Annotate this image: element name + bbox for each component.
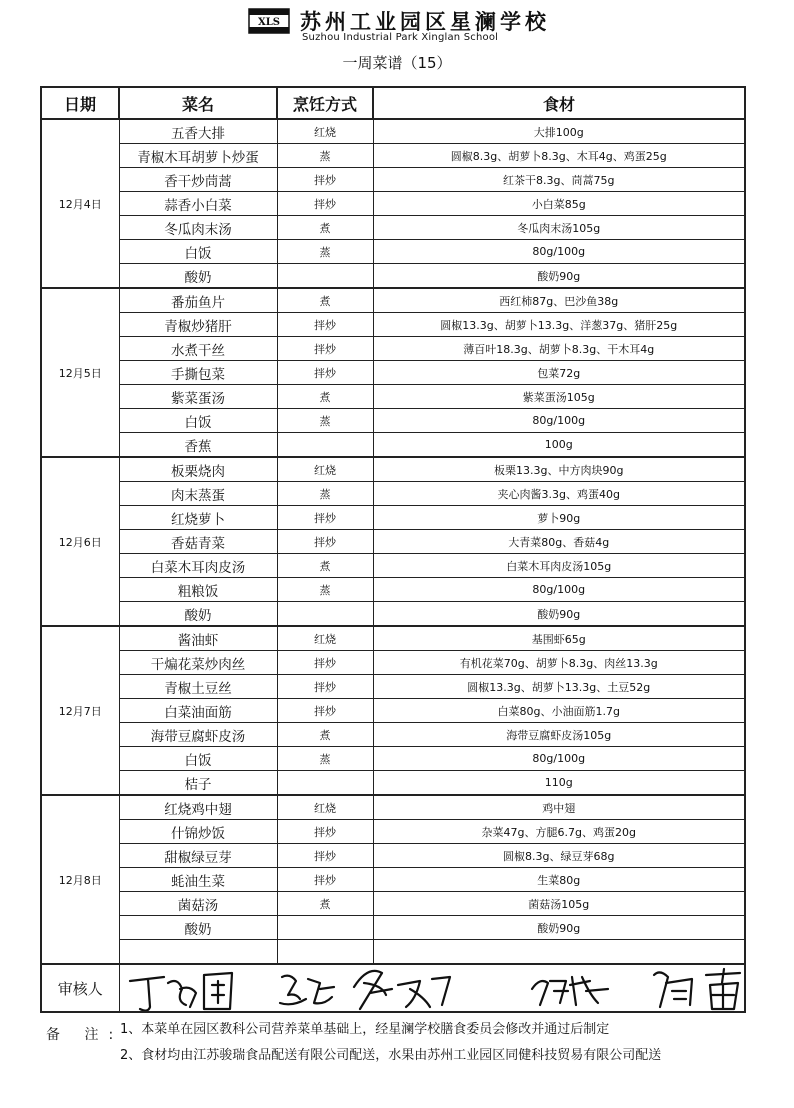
ingredients-cell: 薄百叶18.3g、胡萝卜8.3g、干木耳4g [373,337,745,361]
dish-cell: 酸奶 [119,264,277,289]
reviewer-label: 审核人 [41,964,119,1012]
dish-cell: 水煮干丝 [119,337,277,361]
table-row [41,578,745,602]
ingredients-cell: 菌菇汤105g [373,892,745,916]
method-cell [277,771,373,796]
table-row [41,288,745,313]
signature-3-stroke [354,971,392,1009]
ingredients-cell: 海带豆腐虾皮汤105g [373,723,745,747]
table-row [41,699,745,723]
ingredients-cell: 紫菜蛋汤105g [373,385,745,409]
header-ingredients: 食材 [373,87,745,119]
method-cell: 拌炒 [277,168,373,192]
method-cell: 蒸 [277,144,373,168]
method-cell: 拌炒 [277,337,373,361]
dish-cell: 肉末蒸蛋 [119,482,277,506]
dish-cell: 蚝油生菜 [119,868,277,892]
signature-2-stroke [308,979,334,1003]
table-row [41,771,745,796]
table-row [41,868,745,892]
dish-cell: 菌菇汤 [119,892,277,916]
method-cell: 煮 [277,554,373,578]
school-logo [248,6,550,43]
dish-cell: 青椒木耳胡萝卜炒蛋 [119,144,277,168]
ingredients-cell: 圆椒8.3g、绿豆芽68g [373,844,745,868]
school-name-en: Suzhou Industrial Park Xinglan School [302,32,499,43]
ingredients-cell: 白菜80g、小油面筋1.7g [373,699,745,723]
method-cell: 煮 [277,385,373,409]
method-cell: 蒸 [277,578,373,602]
menu-body [41,119,745,964]
dish-cell: 白饭 [119,409,277,433]
table-row [41,119,745,144]
table-row [41,385,745,409]
dish-cell: 手撕包菜 [119,361,277,385]
signature-1-stroke [204,973,232,1009]
method-cell: 拌炒 [277,675,373,699]
signature-2-stroke [280,976,306,1005]
table-row [41,144,745,168]
school-name-cn: 苏州工业园区星澜学校 [300,9,550,34]
method-cell [277,602,373,627]
handwritten-signatures [120,964,746,1012]
table-row [41,409,745,433]
dish-cell: 香干炒茼蒿 [119,168,277,192]
ingredients-cell: 圆椒13.3g、胡萝卜13.3g、洋葱37g、猪肝25g [373,313,745,337]
header-date: 日期 [41,87,119,119]
dish-cell: 青椒炒猪肝 [119,313,277,337]
table-row [41,337,745,361]
dish-cell: 白饭 [119,747,277,771]
method-cell: 煮 [277,288,373,313]
table-row [41,240,745,264]
method-cell [277,916,373,940]
table-row [41,457,745,482]
ingredients-cell: 酸奶90g [373,264,745,289]
header-dish: 菜名 [119,87,277,119]
ingredients-cell: 西红柿87g、巴沙鱼38g [373,288,745,313]
method-cell: 红烧 [277,457,373,482]
dish-cell: 板栗烧肉 [119,457,277,482]
date-cell: 12月7日 [41,626,119,795]
signature-3-stroke [398,977,450,1007]
ingredients-cell: 冬瓜肉末汤105g [373,216,745,240]
ingredients-cell: 小白菜85g [373,192,745,216]
method-cell: 蒸 [277,482,373,506]
ingredients-cell: 萝卜90g [373,506,745,530]
dish-cell: 酸奶 [119,916,277,940]
ingredients-cell: 110g [373,771,745,796]
dish-cell: 青椒土豆丝 [119,675,277,699]
table-header-row [41,87,745,119]
table-row [41,675,745,699]
dish-cell: 粗粮饭 [119,578,277,602]
method-cell: 煮 [277,216,373,240]
dish-cell: 冬瓜肉末汤 [119,216,277,240]
table-row [41,651,745,675]
ingredients-cell: 100g [373,433,745,458]
method-cell: 红烧 [277,119,373,144]
dish-cell: 酱油虾 [119,626,277,651]
table-row [41,361,745,385]
ingredients-cell: 板栗13.3g、中方肉块90g [373,457,745,482]
ingredients-cell: 大排100g [373,119,745,144]
method-cell: 拌炒 [277,506,373,530]
ingredients-cell: 生菜80g [373,868,745,892]
method-cell [277,940,373,965]
method-cell: 蒸 [277,240,373,264]
ingredients-cell: 圆椒8.3g、胡萝卜8.3g、木耳4g、鸡蛋25g [373,144,745,168]
method-cell: 拌炒 [277,530,373,554]
dish-cell [119,940,277,965]
ingredients-cell: 白菜木耳肉皮汤105g [373,554,745,578]
ingredients-cell: 80g/100g [373,578,745,602]
dish-cell: 干煸花菜炒肉丝 [119,651,277,675]
table-row [41,506,745,530]
table-row [41,264,745,289]
table-row [41,482,745,506]
ingredients-cell: 80g/100g [373,409,745,433]
method-cell: 拌炒 [277,361,373,385]
school-emblem-icon [248,8,290,34]
logo-letters: XLS [257,17,281,28]
note-line-1: 1、本菜单在园区教科公司营养菜单基础上，经星澜学校膳食委员会修改并通过后制定 [120,1022,610,1037]
table-row [41,192,745,216]
ingredients-cell: 基围虾65g [373,626,745,651]
method-cell: 拌炒 [277,192,373,216]
method-cell: 拌炒 [277,699,373,723]
dish-cell: 白菜油面筋 [119,699,277,723]
reviewer-signatures [119,964,745,1012]
signature-5-stroke [654,972,692,1007]
menu-title: 一周菜谱（15） [342,54,452,72]
signature-4-stroke [570,977,608,1005]
dish-cell: 甜椒绿豆芽 [119,844,277,868]
ingredients-cell [373,940,745,965]
dish-cell: 桔子 [119,771,277,796]
table-row [41,940,745,965]
method-cell: 蒸 [277,409,373,433]
method-cell [277,433,373,458]
dish-cell: 紫菜蛋汤 [119,385,277,409]
method-cell [277,264,373,289]
signature-1-stroke [168,981,196,1007]
ingredients-cell: 杂菜47g、方腿6.7g、鸡蛋20g [373,820,745,844]
ingredients-cell: 大青菜80g、香菇4g [373,530,745,554]
notes-label: 备 注: [46,1027,124,1043]
table-row [41,747,745,771]
table-row [41,313,745,337]
date-cell: 12月5日 [41,288,119,457]
table-row [41,433,745,458]
table-row [41,216,745,240]
dish-cell: 红烧萝卜 [119,506,277,530]
table-row [41,168,745,192]
table-row [41,626,745,651]
method-cell: 煮 [277,892,373,916]
signature-4-stroke [532,981,568,1005]
header-method: 烹饪方式 [277,87,373,119]
dish-cell: 什锦炒饭 [119,820,277,844]
table-row [41,602,745,627]
dish-cell: 香菇青菜 [119,530,277,554]
method-cell: 煮 [277,723,373,747]
method-cell: 红烧 [277,626,373,651]
signature-5-stroke [706,969,740,1009]
table-row [41,795,745,820]
method-cell: 拌炒 [277,313,373,337]
ingredients-cell: 夹心肉酱3.3g、鸡蛋40g [373,482,745,506]
dish-cell: 香蕉 [119,433,277,458]
dish-cell: 白菜木耳肉皮汤 [119,554,277,578]
dish-cell: 海带豆腐虾皮汤 [119,723,277,747]
method-cell: 拌炒 [277,868,373,892]
signature-1-stroke [130,977,164,1011]
table-row [41,844,745,868]
ingredients-cell: 鸡中翅 [373,795,745,820]
ingredients-cell: 酸奶90g [373,916,745,940]
dish-cell: 番茄鱼片 [119,288,277,313]
dish-cell: 五香大排 [119,119,277,144]
table-row [41,723,745,747]
dish-cell: 蒜香小白菜 [119,192,277,216]
table-row [41,530,745,554]
method-cell: 拌炒 [277,820,373,844]
dish-cell: 酸奶 [119,602,277,627]
table-row [41,820,745,844]
note-line-2: 2、食材均由江苏骏瑞食品配送有限公司配送，水果由苏州工业园区同健科技贸易有限公司配送 [120,1048,662,1063]
reviewer-row [41,964,745,1012]
weekly-menu-table [40,86,746,1013]
ingredients-cell: 包菜72g [373,361,745,385]
method-cell: 拌炒 [277,651,373,675]
method-cell: 红烧 [277,795,373,820]
method-cell: 蒸 [277,747,373,771]
date-cell: 12月6日 [41,457,119,626]
dish-cell: 白饭 [119,240,277,264]
ingredients-cell: 有机花菜70g、胡萝卜8.3g、肉丝13.3g [373,651,745,675]
date-cell: 12月4日 [41,119,119,288]
ingredients-cell: 80g/100g [373,747,745,771]
date-cell: 12月8日 [41,795,119,964]
table-row [41,892,745,916]
method-cell: 拌炒 [277,844,373,868]
table-row [41,554,745,578]
dish-cell: 红烧鸡中翅 [119,795,277,820]
ingredients-cell: 80g/100g [373,240,745,264]
ingredients-cell: 圆椒13.3g、胡萝卜13.3g、土豆52g [373,675,745,699]
ingredients-cell: 红茶干8.3g、茼蒿75g [373,168,745,192]
table-row [41,916,745,940]
ingredients-cell: 酸奶90g [373,602,745,627]
